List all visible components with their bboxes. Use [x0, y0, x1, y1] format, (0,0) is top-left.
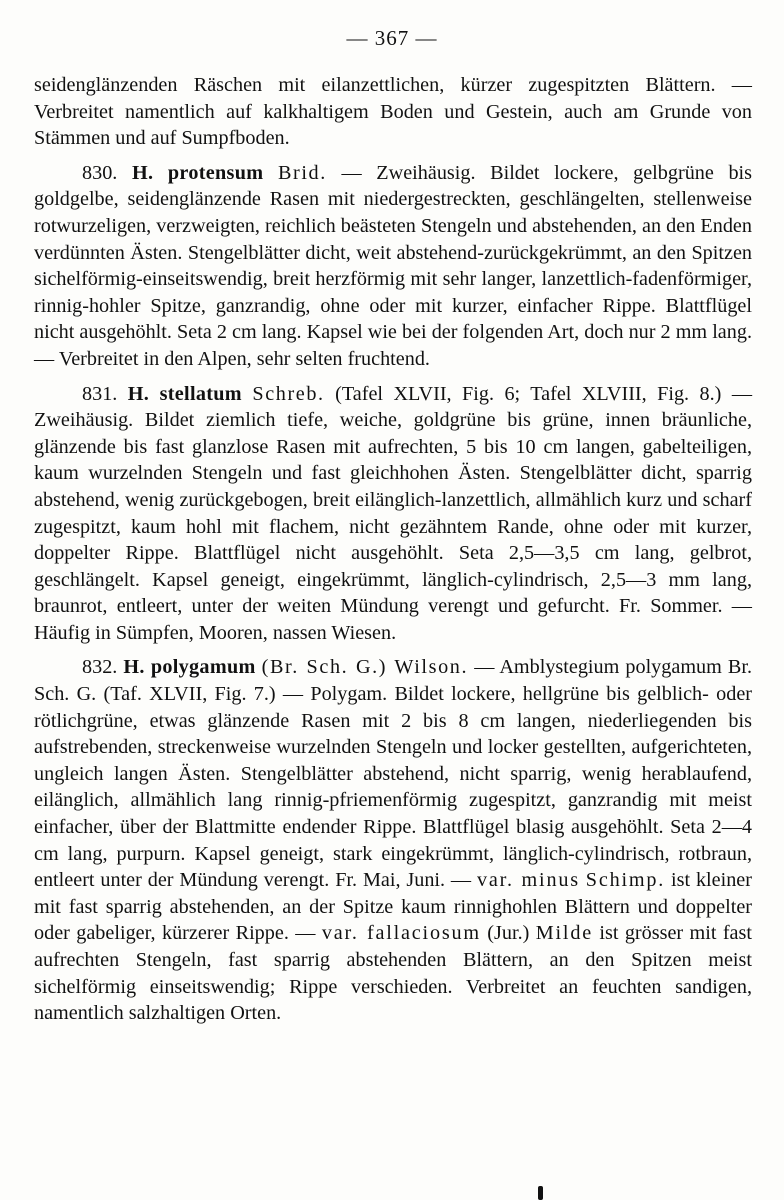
- author-name: Schreb.: [252, 382, 325, 405]
- genus-abbrev: H.: [131, 161, 154, 184]
- entry-description: — Amblystegium polygamum Br. Sch. G. (Taf. XLVII, Fig. 7.) — Polygam. Bildet lockere, hellgrüne bis gelblich- oder rötlichgrüne, etwas glänzende Rasen mit 2 bis 8 cm langen, niederliegenden bis aufstrebenden, streckenweise wurzelnden Stengeln und locker gestellten, aufgerichteten, ungleich langen Ästen. Stengelblätter abstehend, nicht sparrig, wenig herablaufend, eilänglich, allmählich lang rinnig-pfriemenförmig zugespitzt, ganzrandig mit meist einfacher, über der Blattmitte endender Rippe. Blattflügel blasig ausgehöhlt. Seta 2—4 cm lang, purpurn. Kapsel geneigt, stark eingekrümmt, länglich-cylindrisch, rotbraun, entleert unter der Mündung verengt. Fr. Mai, Juni. —: [34, 656, 753, 892]
- entry-832: [34, 654, 752, 1026]
- variety-author-parenthetical: (Jur.): [480, 922, 536, 945]
- variety-name: var. fallaciosum: [321, 922, 481, 945]
- author-name: (Br. Sch. G.) Wilson.: [261, 656, 469, 679]
- entry-number: 831.: [82, 382, 118, 405]
- print-mark: [538, 1186, 543, 1200]
- author-name: Brid.: [277, 161, 327, 184]
- genus-abbrev: H.: [127, 382, 150, 405]
- variety-author: Schimp.: [585, 869, 666, 892]
- variety-description: ist grösser mit fast aufrechten Stengeln, fast sparrig abstehenden Blättern, an den Spitzen meist sichelförmig einseitswendig; Rippe verschieden. Verbreitet an feuchten sandigen, namentlich salzhaltigen Orten.: [34, 922, 752, 1025]
- entry-830: [34, 160, 752, 373]
- page-body: [34, 72, 752, 1027]
- intro-paragraph: seidenglänzenden Räschen mit eilanzettlichen, kürzer zugespitzten Blättern. — Verbreitet namentlich auf kalkhaltigem Boden und Gestein, auch am Grunde von Stämmen und auf Sumpfboden.: [34, 74, 752, 150]
- species-name: stellatum: [159, 382, 242, 405]
- species-name: protensum: [167, 161, 264, 184]
- entry-description: — Zweihäusig. Bildet lockere, gelbgrüne bis goldgelbe, seidenglänzende Rasen mit niedergestreckten, geschlängelten, stellenweise rotwurzeligen, verzweigten, reichlich beästeten Stengeln und abstehenden, an den Enden verdünnten Ästen. Stengelblätter dicht, weit abstehend-zurückgekrümmt, an den Spitzen sichelförmig-einseitswendig, breit herzförmig mit sehr langer, lanzettlich-fadenförmiger, rinnig-hohler Spitze, ganzrandig, ohne oder mit kurzer, einfacher Rippe. Blattflügel nicht ausgehöhlt. Seta 2 cm lang. Kapsel wie bei der folgenden Art, doch nur 2 mm lang. — Verbreitet in den Alpen, sehr selten fruchtend.: [34, 161, 753, 370]
- entry-number: 832.: [82, 656, 118, 679]
- genus-abbrev: H.: [123, 656, 145, 679]
- entry-831: [34, 381, 752, 647]
- page-number: — 367 —: [346, 26, 438, 50]
- species-name: polygamum: [150, 656, 256, 679]
- entry-description: (Tafel XLVII, Fig. 6; Tafel XLVIII, Fig. 8.) — Zweihäusig. Bildet ziemlich tiefe, weiche, goldgrüne bis grüne, innen bräunliche, glänzende bis fast glanzlose Rasen mit aufrechten, 5 bis 10 cm langen, gabelteiligen, kaum wurzelnden Stengeln und fast gleichhohen Ästen. Stengelblätter dicht, sparrig abstehend, wenig zurückgebogen, breit eilänglich-lanzettlich, allmählich kurz und scharf zugespitzt, kaum hohl mit flachem, nicht gezähntem Rande, ohne oder mit kurzer, doppelter Rippe. Blattflügel nicht ausgehöhlt. Seta 2,5—3,5 cm lang, gelbrot, geschlängelt. Kapsel geneigt, eingekrümmt, länglich-cylindrisch, 2,5—3 mm lang, braunrot, entleert, unter der weiten Mündung verengt und gefurcht. Fr. Sommer. — Häufig in Sümpfen, Mooren, nassen Wiesen.: [34, 382, 753, 644]
- variety-description: ist kleiner mit fast sparrig abstehenden, an der Spitze kaum rinnighohlen Blättern und doppelter oder gabeliger, kürzerer Rippe. —: [34, 869, 752, 945]
- variety-author: Milde: [535, 922, 593, 945]
- entry-number: 830.: [82, 161, 118, 184]
- variety-name: var. minus: [476, 869, 580, 892]
